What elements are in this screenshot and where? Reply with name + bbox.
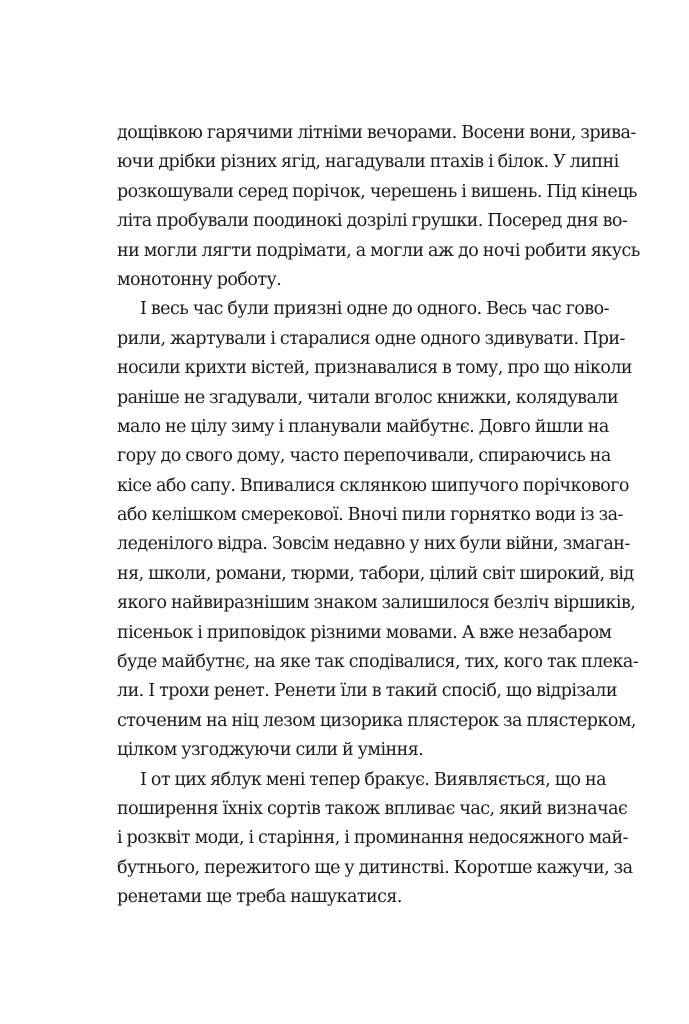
paragraph-2-line: якого найвиразнішим знаком залишилося безліч віршиків, bbox=[117, 593, 636, 614]
paragraph-1-line: ючи дрібки різних ягід, нагадували птахів і білок. У липні bbox=[117, 152, 619, 173]
paragraph-3-line: ренетами ще треба нашукатися. bbox=[117, 887, 402, 908]
paragraph-2-line: сточеним на ніц лезом цизорика плястерок за плястерком, bbox=[117, 710, 636, 731]
paragraph-2-line: леденілого відра. Зовсім недавно у них були війни, змаган- bbox=[117, 534, 630, 555]
paragraph-1-line: розкошували серед порічок, черешень і вишень. Під кінець bbox=[117, 181, 637, 202]
paragraph-1-line: дощівкою гарячими літніми вечорами. Восени вони, зрива- bbox=[117, 123, 636, 143]
paragraph-2-line: гору до свого дому, часто перепочивали, спираючись на bbox=[117, 446, 611, 467]
paragraph-3-line: І от цих яблук мені тепер бракує. Виявляється, що на bbox=[140, 769, 606, 790]
paragraph-1-line: літа пробували поодинокі дозрілі грушки. Посеред дня во- bbox=[117, 211, 628, 232]
paragraph-2-line: ли. І трохи ренет. Ренети їли в такий спосіб, що відрізали bbox=[117, 681, 617, 702]
paragraph-2-line: І весь час були приязні одне до одного. Весь час гово- bbox=[140, 299, 609, 320]
paragraph-1-line: ни могли лягти подрімати, а могли аж до ночі робити якусь bbox=[117, 240, 640, 261]
paragraph-1-line: монотонну роботу. bbox=[117, 269, 282, 290]
body-text bbox=[117, 119, 640, 913]
paragraph-2-line: ня, школи, романи, тюрми, табори, цілий світ широкий, від bbox=[117, 563, 634, 584]
paragraph-2-line: мало не цілу зиму і планували майбутнє. Довго йшли на bbox=[117, 416, 609, 437]
paragraph-2-line: пісеньок і приповідок різними мовами. А вже незабаром bbox=[117, 622, 612, 643]
paragraph-2-line: раніше не згадували, читали вголос книжки, колядували bbox=[117, 387, 619, 408]
paragraph-3-line: поширення їхніх сортів також впливає час, який визначає bbox=[117, 798, 628, 819]
paragraph-2-line: носили крихти вістей, признавалися в тому, про що ніколи bbox=[117, 358, 633, 379]
paragraph-2-line: кісе або сапу. Впивалися склянкою шипучого порічкового bbox=[117, 475, 629, 496]
paragraph-3-line: і розквіт моди, і старіння, і проминання недосяжного май- bbox=[117, 828, 629, 849]
paragraph-3-line: бутнього, пережитого ще у дитинстві. Коротше кажучи, за bbox=[117, 857, 633, 878]
paragraph-2-line: цілком узгоджуючи сили й уміння. bbox=[117, 740, 424, 761]
paragraph-2-line: рили, жартували і старалися одне одного здивувати. При- bbox=[117, 328, 625, 349]
paragraph-2-line: буде майбутнє, на яке так сподівалися, тих, кого так плека- bbox=[117, 652, 639, 673]
paragraph-2-line: або келішком смерекової. Вночі пили горнятко води із за- bbox=[117, 505, 623, 526]
